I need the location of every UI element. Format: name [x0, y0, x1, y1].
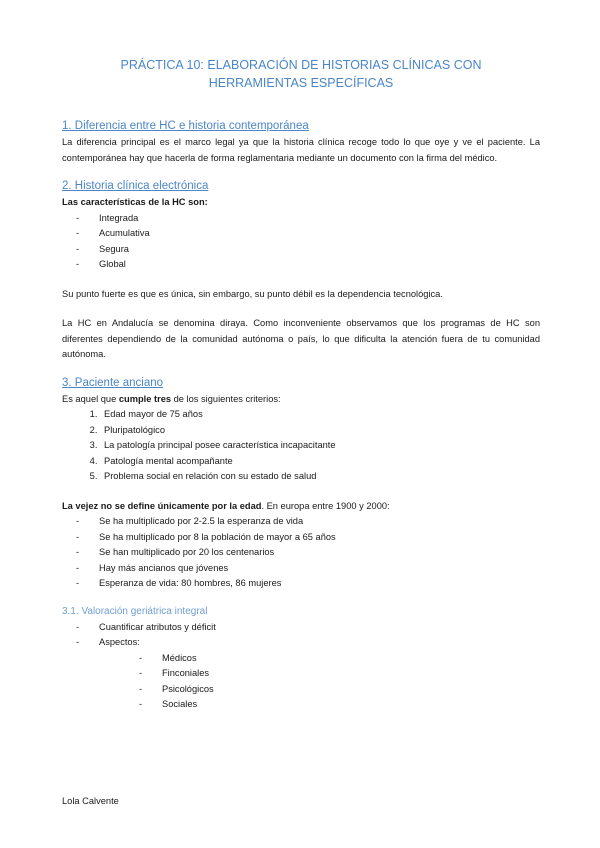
list-item: 1. Edad mayor de 75 años — [100, 407, 540, 423]
list-item: 3. La patología principal posee característica incapacitante — [100, 438, 540, 454]
list-item: - Médicos — [139, 651, 540, 667]
page-title: PRÁCTICA 10: ELABORACIÓN DE HISTORIAS CLÍNICAS CON HERRAMIENTAS ESPECÍFICAS — [120, 58, 482, 90]
section-3-intro: Es aquel que cumple tres de los siguientes criterios: — [62, 393, 281, 404]
list-item: - Segura — [76, 242, 540, 258]
section-3-1-heading: 3.1. Valoración geriátrica integral — [62, 605, 208, 617]
section-1-text: La diferencia principal es el marco legal ya que la historia clínica recoge todo lo que oye y ve el paciente. La contemporánea hay que hacerla de forma reglamentaria mediante un documento con la firma del médico. — [62, 137, 540, 163]
list-item: 2. Pluripatológico — [100, 423, 540, 439]
section-2-paragraph-2: La HC en Andalucía se denomina diraya. Como inconveniente observamos que los programas de HC son diferentes dependiendo de la comunidad autónoma o país, lo que dificulta la atención fuera de tu comunidad autónoma. — [62, 318, 540, 359]
list-item: - Hay más ancianos que jóvenes — [76, 561, 540, 577]
list-item: - Aspectos: - Médicos - Finconiales - Psicológicos - Sociales — [76, 635, 540, 713]
valoracion-list — [62, 620, 540, 713]
list-item: 5. Problema social en relación con su estado de salud — [100, 469, 540, 485]
list-item: - Se han multiplicado por 20 los centenarios — [76, 545, 540, 561]
list-item: - Sociales — [139, 697, 540, 713]
list-item: - Finconiales — [139, 666, 540, 682]
list-item: - Esperanza de vida: 80 hombres, 86 mujeres — [76, 576, 540, 592]
list-item: - Psicológicos — [139, 682, 540, 698]
section-2-paragraph-1: Su punto fuerte es que es única, sin embargo, su punto débil es la dependencia tecnológica. — [62, 288, 443, 299]
vejez-list — [62, 514, 540, 592]
section-2-intro: Las características de la HC son: — [62, 197, 208, 207]
section-3-heading: 3. Paciente anciano — [62, 376, 164, 389]
footer-author: Lola Calvente — [62, 796, 119, 806]
list-item: - Se ha multiplicado por 8 la población de mayor a 65 años — [76, 530, 540, 546]
section-2-heading: 2. Historia clínica electrónica — [62, 180, 209, 192]
list-item: - Se ha multiplicado por 2-2.5 la esperanza de vida — [76, 514, 540, 530]
list-item: 4. Patología mental acompañante — [100, 454, 540, 470]
vejez-intro: La vejez no se define únicamente por la edad. En europa entre 1900 y 2000: — [62, 500, 390, 511]
list-item: - Cuantificar atributos y déficit — [76, 620, 540, 636]
list-item: - Integrada — [76, 211, 540, 227]
characteristics-list — [62, 211, 540, 273]
list-item: - Acumulativa — [76, 226, 540, 242]
aspects-list — [99, 651, 540, 713]
list-item: - Global — [76, 257, 540, 273]
section-1-heading: 1. Diferencia entre HC e historia contemporánea — [62, 120, 309, 132]
criteria-list — [62, 407, 540, 485]
